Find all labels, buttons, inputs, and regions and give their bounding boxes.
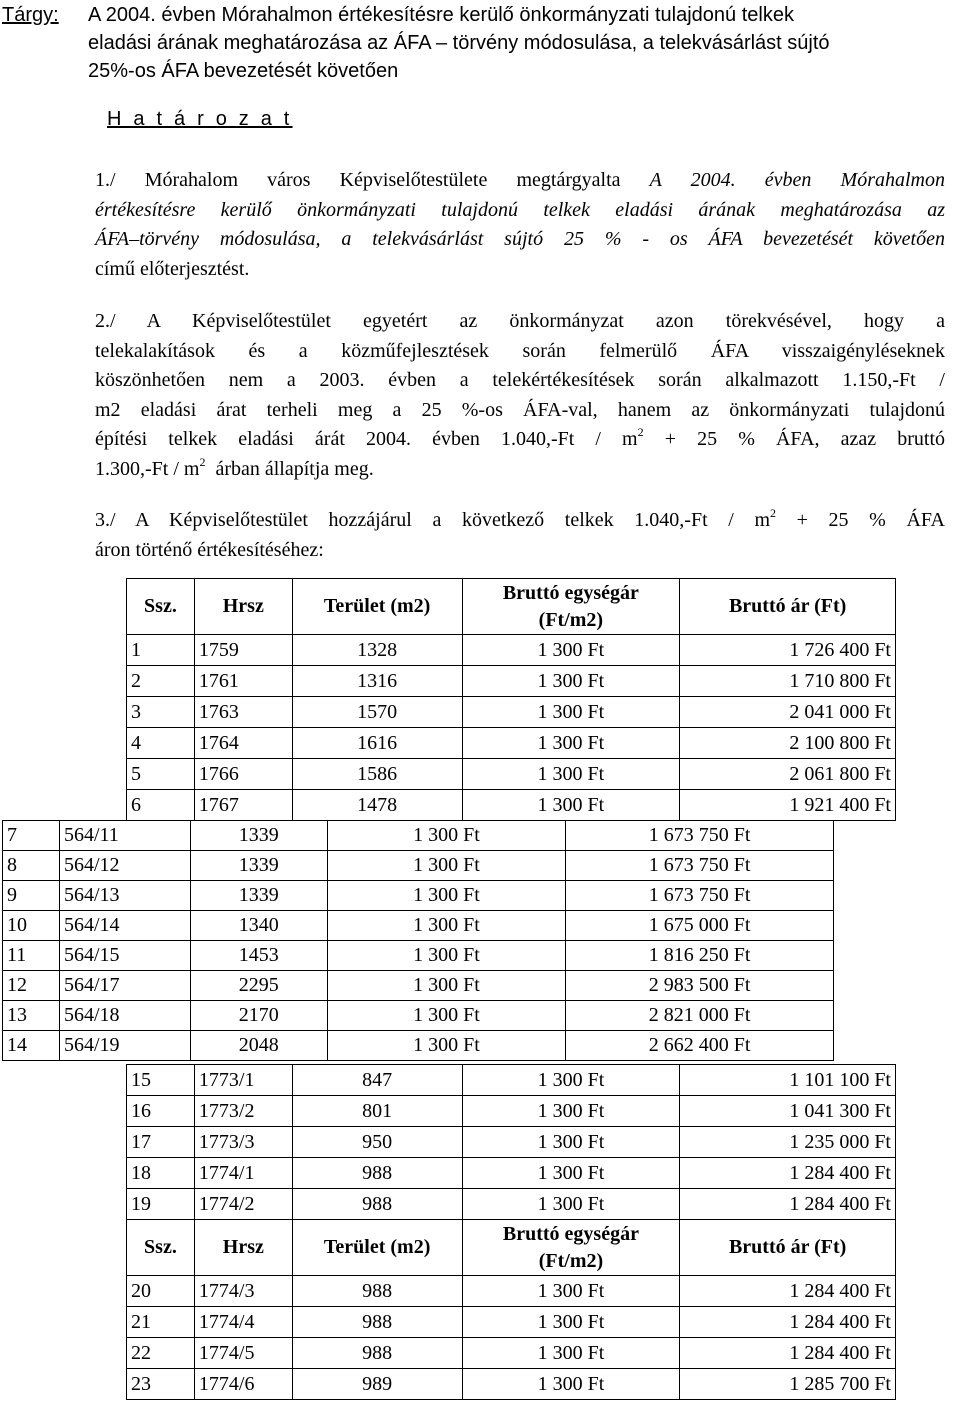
col-header-egysegar: Bruttó egységár (Ft/m2) [462,579,680,635]
cell-terulet: 847 [292,1065,462,1096]
point-2-line: $1.300,-Ft / m^2$ árban állapítja meg. [95,454,374,480]
cell-ar: 1 041 300 Ft [680,1096,896,1127]
cell-ssz: 13 [3,1001,60,1031]
cell-hrsz: 1774/2 [194,1189,292,1220]
cell-ar: 1 284 400 Ft [680,1189,896,1220]
cell-terulet: 1616 [292,728,462,759]
point-2-line: építési telkek eladási árát 2004. évben $1.040,-Ft / m^2 + 25$ % ÁFA, azaz bruttó [95,425,946,450]
cell-hrsz: 1766 [194,759,292,790]
cell-ar: 1 673 750 Ft [566,851,834,881]
cell-ssz: 7 [3,821,60,851]
subject-line: A 2004. évben Mórahalmon értékesítésre kerülő önkormányzati tulajdonú telkek [88,4,794,26]
point-1-tail: című előterjesztést. [95,257,250,280]
point-2-line: telekalakítások és a közműfejlesztések során felmerülő ÁFA visszaigényléseknek [95,339,945,362]
point-2-line: köszönhetően nem a 2003. évben a telekértékesítések során alkalmazott 1.150,-Ft / [95,369,945,391]
cell-terulet: 989 [292,1369,462,1400]
cell-ssz: 6 [127,790,195,821]
point-3-line: 3./ A Képviselőtestület hozzájárul a következő telkek $1.040,-Ft / m^2 + 25$ % ÁFA [95,506,945,531]
cell-egysegar: 1 300 Ft [327,1031,566,1061]
col-header-hrsz: Hrsz [194,1220,292,1276]
table-row [127,1127,896,1158]
cell-egysegar: 1 300 Ft [327,971,566,1001]
table-row [3,1031,834,1061]
table-row [127,1276,896,1307]
table-row [127,635,896,666]
table-row [127,1369,896,1400]
table-row [127,1338,896,1369]
cell-egysegar: 1 300 Ft [462,1065,680,1096]
cell-terulet: 2048 [190,1031,327,1061]
cell-egysegar: 1 300 Ft [462,1189,680,1220]
col-header-brutto-ar: Bruttó ár (Ft) [680,579,896,635]
cell-ssz: 10 [3,911,60,941]
cell-hrsz: 1763 [194,697,292,728]
point-2-line: 2./ A Képviselőtestület egyetért az önkormányzat azon törekvésével, hogy a [95,310,945,332]
cell-egysegar: 1 300 Ft [462,666,680,697]
resolution-title: H a t á r o z a t [107,108,293,130]
cell-ar: 1 285 700 Ft [680,1369,896,1400]
table-row [3,911,834,941]
col-header-terulet: Terület (m2) [292,579,462,635]
cell-terulet: 1316 [292,666,462,697]
cell-terulet: 988 [292,1338,462,1369]
cell-hrsz: 1773/1 [194,1065,292,1096]
cell-ssz: 14 [3,1031,60,1061]
cell-hrsz: 1761 [194,666,292,697]
cell-ssz: 23 [127,1369,195,1400]
cell-ssz: 11 [3,941,60,971]
cell-egysegar: 1 300 Ft [462,1369,680,1400]
point-3-line: áron történő értékesítéséhez: [95,538,324,561]
cell-terulet: 2295 [190,971,327,1001]
cell-terulet: 950 [292,1127,462,1158]
cell-ssz: 18 [127,1158,195,1189]
cell-ssz: 21 [127,1307,195,1338]
cell-hrsz: 1767 [194,790,292,821]
cell-ar: 1 284 400 Ft [680,1338,896,1369]
point-3 [95,506,945,565]
cell-hrsz: 1774/4 [194,1307,292,1338]
cell-hrsz: 1764 [194,728,292,759]
cell-ar: 2 821 000 Ft [566,1001,834,1031]
cell-hrsz: 564/11 [59,821,190,851]
cell-terulet: 988 [292,1158,462,1189]
cell-terulet: 1340 [190,911,327,941]
table-body [127,635,896,821]
cell-hrsz: 564/19 [59,1031,190,1061]
subject-text [88,2,960,86]
cell-ssz: 1 [127,635,195,666]
table-row [127,1096,896,1127]
cell-egysegar: 1 300 Ft [462,790,680,821]
cell-egysegar: 1 300 Ft [462,1276,680,1307]
cell-ssz: 20 [127,1276,195,1307]
subject-label: Tárgy: [2,4,59,26]
cell-ssz: 12 [3,971,60,1001]
cell-ssz: 16 [127,1096,195,1127]
cell-ssz: 2 [127,666,195,697]
plots-table-1 [126,578,896,821]
cell-ssz: 19 [127,1189,195,1220]
plots-table-3 [126,1064,896,1400]
cell-ar: 1 284 400 Ft [680,1276,896,1307]
point-1-line: értékesítésre kerülő önkormányzati tulajdonú telkek eladási árának meghatározása az [95,198,945,221]
cell-ssz: 15 [127,1065,195,1096]
cell-egysegar: 1 300 Ft [327,821,566,851]
cell-terulet: 2170 [190,1001,327,1031]
cell-hrsz: 1774/6 [194,1369,292,1400]
cell-ar: 1 235 000 Ft [680,1127,896,1158]
cell-terulet: 1339 [190,881,327,911]
table-row [3,821,834,851]
cell-hrsz: 1759 [194,635,292,666]
table-body [127,1065,896,1220]
cell-ar: 2 061 800 Ft [680,759,896,790]
table-row [127,1158,896,1189]
cell-hrsz: 564/18 [59,1001,190,1031]
table-row [127,666,896,697]
cell-hrsz: 564/12 [59,851,190,881]
point-1-line: ÁFA–törvény módosulása, a telekvásárlást sújtó 25 % - os ÁFA bevezetését követően [95,228,945,250]
table-row [127,759,896,790]
cell-terulet: 1453 [190,941,327,971]
table-header-row [127,1220,896,1276]
table-body [127,1276,896,1400]
cell-ar: 1 710 800 Ft [680,666,896,697]
cell-egysegar: 1 300 Ft [327,881,566,911]
cell-terulet: 801 [292,1096,462,1127]
table-row [127,1065,896,1096]
cell-hrsz: 564/17 [59,971,190,1001]
table-row [127,697,896,728]
cell-egysegar: 1 300 Ft [327,911,566,941]
table-row [3,881,834,911]
cell-hrsz: 564/15 [59,941,190,971]
cell-ar: 2 662 400 Ft [566,1031,834,1061]
cell-ar: 1 284 400 Ft [680,1158,896,1189]
plots-table-2 [2,820,834,1061]
cell-terulet: 1328 [292,635,462,666]
point-1-lead: 1./ Mórahalom város Képviselőtestülete megtárgyalta [95,169,621,191]
table-row [3,1001,834,1031]
table-row [3,851,834,881]
cell-ssz: 8 [3,851,60,881]
cell-egysegar: 1 300 Ft [462,759,680,790]
cell-egysegar: 1 300 Ft [327,851,566,881]
subject-line: eladási árának meghatározása az ÁFA – törvény módosulása, a telekvásárlást sújtó [88,32,830,54]
cell-ar: 1 921 400 Ft [680,790,896,821]
subject-line: 25%-os ÁFA bevezetését követően [88,60,399,82]
cell-egysegar: 1 300 Ft [462,1338,680,1369]
cell-ar: 2 041 000 Ft [680,697,896,728]
cell-ar: 1 673 750 Ft [566,821,834,851]
table-body [3,821,834,1061]
cell-ssz: 3 [127,697,195,728]
col-header-hrsz: Hrsz [194,579,292,635]
table-row [127,728,896,759]
cell-ssz: 5 [127,759,195,790]
point-1 [95,166,945,284]
cell-ar: 1 101 100 Ft [680,1065,896,1096]
table-row [127,790,896,821]
cell-terulet: 1586 [292,759,462,790]
cell-hrsz: 564/14 [59,911,190,941]
cell-terulet: 1478 [292,790,462,821]
point-1-line [95,166,945,196]
table-row [127,1307,896,1338]
table-header-row [127,579,896,635]
cell-egysegar: 1 300 Ft [462,697,680,728]
cell-hrsz: 1774/5 [194,1338,292,1369]
cell-egysegar: 1 300 Ft [462,635,680,666]
cell-egysegar: 1 300 Ft [462,1158,680,1189]
cell-terulet: 988 [292,1307,462,1338]
cell-ar: 1 675 000 Ft [566,911,834,941]
cell-egysegar: 1 300 Ft [327,1001,566,1031]
col-header-ssz: Ssz. [127,579,195,635]
cell-egysegar: 1 300 Ft [327,941,566,971]
point-1-italic: A 2004. évben Mórahalmon [649,169,945,191]
cell-ssz: 22 [127,1338,195,1369]
cell-hrsz: 564/13 [59,881,190,911]
cell-hrsz: 1774/1 [194,1158,292,1189]
cell-egysegar: 1 300 Ft [462,1127,680,1158]
table-row [127,1189,896,1220]
cell-ssz: 17 [127,1127,195,1158]
table-row [3,971,834,1001]
point-2-line: m2 eladási árat terheli meg a 25 %-os ÁFA-val, hanem az önkormányzati tulajdonú [95,398,945,421]
cell-egysegar: 1 300 Ft [462,728,680,759]
cell-ar: 1 726 400 Ft [680,635,896,666]
col-header-terulet: Terület (m2) [292,1220,462,1276]
cell-ar: 2 100 800 Ft [680,728,896,759]
cell-terulet: 988 [292,1189,462,1220]
cell-ar: 1 816 250 Ft [566,941,834,971]
cell-terulet: 1339 [190,851,327,881]
col-header-brutto-ar: Bruttó ár (Ft) [680,1220,896,1276]
cell-hrsz: 1773/2 [194,1096,292,1127]
cell-ar: 2 983 500 Ft [566,971,834,1001]
cell-terulet: 1570 [292,697,462,728]
cell-ssz: 4 [127,728,195,759]
cell-hrsz: 1774/3 [194,1276,292,1307]
cell-ar: 1 673 750 Ft [566,881,834,911]
table-row [3,941,834,971]
cell-hrsz: 1773/3 [194,1127,292,1158]
cell-ssz: 9 [3,881,60,911]
point-2 [95,307,945,484]
cell-ar: 1 284 400 Ft [680,1307,896,1338]
cell-terulet: 988 [292,1276,462,1307]
col-header-ssz: Ssz. [127,1220,195,1276]
cell-egysegar: 1 300 Ft [462,1307,680,1338]
col-header-egysegar: Bruttó egységár (Ft/m2) [462,1220,680,1276]
cell-egysegar: 1 300 Ft [462,1096,680,1127]
cell-terulet: 1339 [190,821,327,851]
